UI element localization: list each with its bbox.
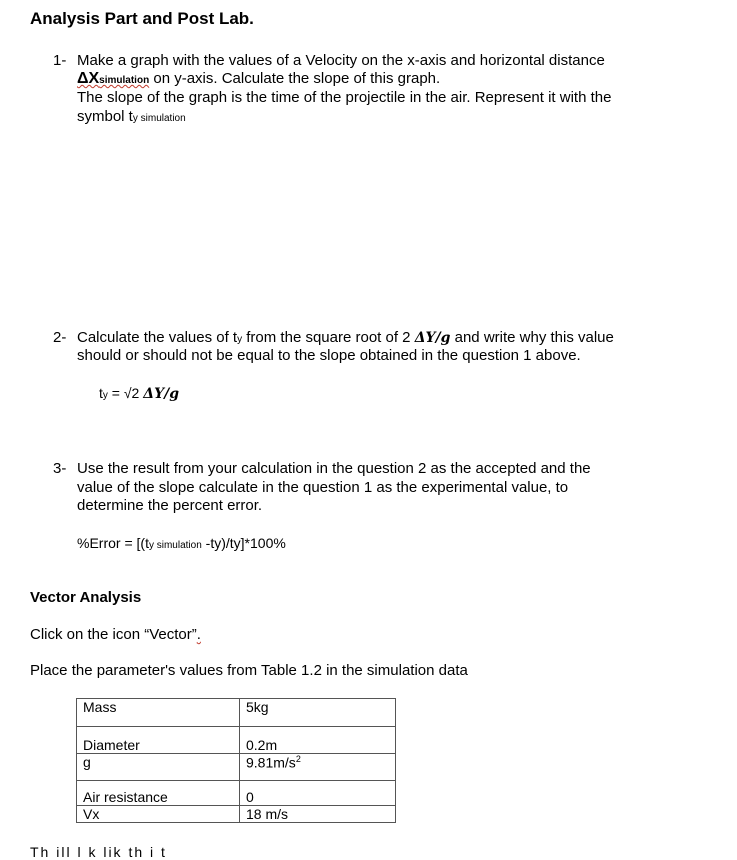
question-2-line-2: should or should not be equal to the slope obtained in the question 1 above. (77, 347, 581, 364)
formula-equals-root: = √2 (107, 385, 144, 401)
delta-x-symbol: ΔX (77, 70, 100, 87)
table-row (77, 699, 396, 727)
formula-t-subscript: y (102, 390, 108, 401)
param-value: 5kg (240, 699, 396, 727)
param-value: 0.2m (240, 727, 396, 754)
question-1-simulation-subscript: simulation (137, 113, 186, 124)
table-row (77, 754, 396, 781)
param-value (240, 754, 396, 781)
percent-error-formula (77, 535, 286, 551)
percent-error-t-subscript: y (148, 540, 154, 551)
question-3-line-2: value of the slope calculate in the question 1 as the experimental value, to (77, 479, 569, 496)
param-value-text: 9.81m/s (246, 754, 296, 771)
cut-off-text-line: Th ill l k lik th i t (30, 844, 167, 860)
question-3-line-3: determine the percent error. (77, 497, 263, 514)
question-3-line-1: Use the result from your calculation in the question 2 as the accepted and the (77, 460, 591, 477)
vector-click-period: . (196, 626, 201, 643)
question-1-line-3: The slope of the graph is the time of the projectile in the air. Represent it with the (77, 89, 612, 106)
vector-analysis-title: Vector Analysis (30, 589, 142, 606)
question-1-line-2 (77, 70, 440, 89)
question-2-text-a: Calculate the values of t (77, 329, 238, 346)
question-2-text-b: from the square root of 2 (242, 329, 415, 346)
table-row (77, 781, 396, 806)
param-value: 0 (240, 781, 396, 806)
vector-click-instruction (30, 626, 201, 643)
question-1-line-4 (77, 108, 186, 127)
page-heading: Analysis Part and Post Lab. (30, 9, 254, 28)
param-name: g (77, 754, 240, 781)
question-2-t-subscript: y (237, 334, 243, 345)
table-row (77, 727, 396, 754)
param-value: 18 m/s (240, 806, 396, 823)
vector-click-text: Click on the icon “Vector” (30, 626, 197, 643)
percent-error-text-a: %Error = [(t (77, 535, 149, 551)
percent-error-simulation-subscript: simulation (153, 540, 202, 551)
delta-x-subscript: simulation (99, 75, 150, 86)
question-3-number: 3- (53, 460, 67, 477)
table-row (77, 806, 396, 823)
question-1-number: 1- (53, 52, 67, 69)
question-1-line-2-text: on y-axis. Calculate the slope of this graph. (149, 70, 441, 87)
question-2-line-1 (77, 329, 614, 348)
question-1-t-subscript: y (132, 113, 138, 124)
place-parameters-instruction: Place the parameter's values from Table 1.2 in the simulation data (30, 662, 468, 679)
formula-delta-y-over-g: ΔY/g (143, 386, 179, 402)
param-name: Diameter (77, 727, 240, 754)
question-2-text-c: and write why this value (450, 329, 614, 346)
parameter-table (76, 698, 396, 823)
percent-error-text-b: -ty)/ty]*100% (201, 535, 286, 551)
question-1-symbol-text: symbol t (77, 108, 133, 125)
question-1-line-1: Make a graph with the values of a Velocity on the x-axis and horizontal distance (77, 52, 605, 69)
param-name: Air resistance (77, 781, 240, 806)
param-name: Mass (77, 699, 240, 727)
formula-t: t (99, 385, 103, 401)
question-2-inline-formula: ΔY/g (414, 330, 451, 346)
question-2-formula (99, 385, 179, 402)
param-name: Vx (77, 806, 240, 823)
question-2-number: 2- (53, 329, 67, 346)
param-value-exponent: 2 (295, 754, 301, 764)
